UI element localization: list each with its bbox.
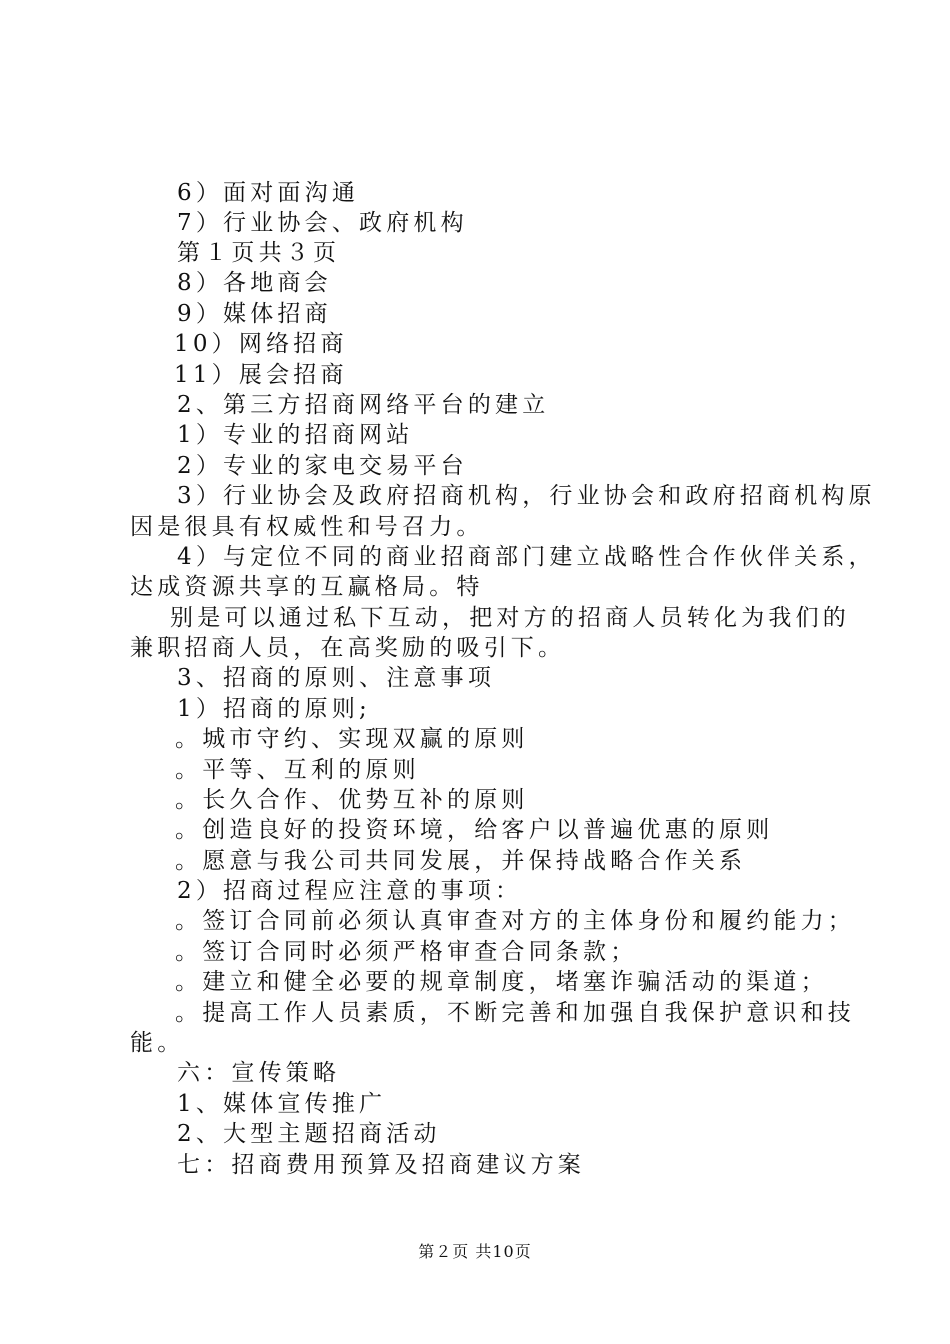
list-item: 。提高工作人员素质，不断完善和加强自我保护意识和技 bbox=[175, 1000, 855, 1026]
list-item: 。愿意与我公司共同发展，并保持战略合作关系 bbox=[175, 848, 747, 874]
text-line: 第１页共３页 bbox=[177, 240, 341, 266]
text-line: 2、大型主题招商活动 bbox=[177, 1121, 441, 1147]
paragraph-line: 3）行业协会及政府招商机构，行业协会和政府招商机构原 bbox=[177, 483, 876, 509]
list-item: 。签订合同时必须严格审查合同条款； bbox=[175, 939, 638, 965]
paragraph-line: 兼职招商人员，在高奖励的吸引下。 bbox=[130, 635, 566, 661]
section-heading: 3、招商的原则、注意事项 bbox=[177, 665, 496, 691]
section-heading: 2、第三方招商网络平台的建立 bbox=[177, 392, 550, 418]
section-heading: 七：招商费用预算及招商建议方案 bbox=[177, 1152, 585, 1178]
paragraph-line: 达成资源共享的互赢格局。特 bbox=[130, 574, 484, 600]
paragraph-line: 能。 bbox=[130, 1030, 185, 1056]
text-line: 9）媒体招商 bbox=[177, 301, 332, 327]
text-line: 2）专业的家电交易平台 bbox=[177, 453, 468, 479]
text-line: 7）行业协会、政府机构 bbox=[177, 210, 468, 236]
list-item: 。创造良好的投资环境，给客户以普遍优惠的原则 bbox=[175, 817, 774, 843]
page-footer: 第２页 共10页 bbox=[418, 1242, 532, 1261]
text-line: 1、媒体宣传推广 bbox=[177, 1091, 387, 1117]
text-line: 1）招商的原则; bbox=[177, 696, 371, 722]
text-line: 10）网络招商 bbox=[174, 331, 348, 357]
text-line: 8）各地商会 bbox=[177, 270, 332, 296]
list-item: 。城市守约、实现双赢的原则 bbox=[175, 726, 529, 752]
paragraph-line: 因是很具有权威性和号召力。 bbox=[130, 514, 484, 540]
list-item: 。平等、互利的原则 bbox=[175, 757, 420, 783]
paragraph-line: 4）与定位不同的商业招商部门建立战略性合作伙伴关系， bbox=[177, 544, 876, 570]
text-line: 2）招商过程应注意的事项： bbox=[177, 878, 523, 904]
text-line: 11）展会招商 bbox=[174, 362, 348, 388]
section-heading: 六：宣传策略 bbox=[177, 1060, 341, 1086]
list-item: 。长久合作、优势互补的原则 bbox=[175, 787, 529, 813]
text-line: 6）面对面沟通 bbox=[177, 180, 360, 206]
paragraph-line: 别是可以通过私下互动，把对方的招商人员转化为我们的 bbox=[170, 605, 850, 631]
list-item: 。建立和健全必要的规章制度，堵塞诈骗活动的渠道； bbox=[175, 969, 828, 995]
list-item: 。签订合同前必须认真审查对方的主体身份和履约能力； bbox=[175, 908, 855, 934]
text-line: 1）专业的招商网站 bbox=[177, 422, 414, 448]
